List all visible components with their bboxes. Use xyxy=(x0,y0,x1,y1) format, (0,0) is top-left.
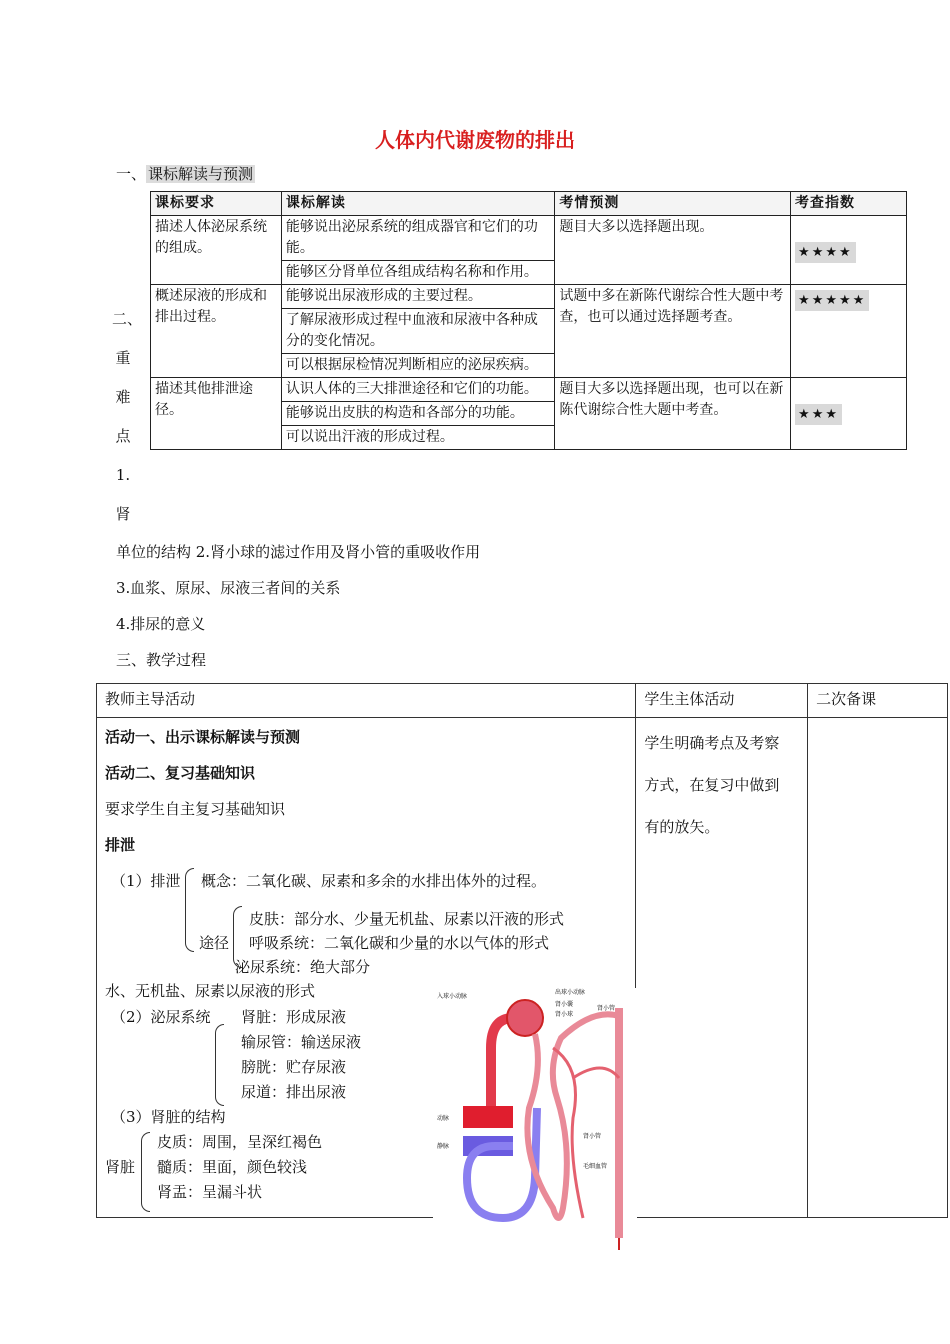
interpretation-cell: 能够说出皮肤的构造和各部分的功能。 xyxy=(281,402,555,426)
kidney-part: 皮质：周围，呈深红褐色 xyxy=(157,1133,323,1151)
notes-cell xyxy=(808,718,948,1218)
organ-item: 膀胱：贮存尿液 xyxy=(241,1058,347,1076)
forecast-cell: 题目大多以选择题出现。 xyxy=(555,216,791,285)
excretion-concept: 概念：二氧化碳、尿素和多余的水排出体外的过程。 xyxy=(201,872,547,890)
activity-1: 活动一、出示课标解读与预测 xyxy=(105,728,301,746)
side-char: 难 xyxy=(115,388,131,406)
activity-2: 活动二、复习基础知识 xyxy=(105,764,256,782)
organ-item: 尿道：排出尿液 xyxy=(241,1083,347,1101)
requirement-cell: 描述人体泌尿系统的组成。 xyxy=(151,216,282,285)
side-char: 重 xyxy=(115,349,131,367)
section-prefix: 一、 xyxy=(116,165,147,183)
key-point-line: 单位的结构 2.肾小球的滤过作用及肾小管的重吸收作用 xyxy=(116,543,481,561)
diagram-label: 动脉 xyxy=(437,1115,450,1122)
process-table xyxy=(96,683,948,1218)
proc-header-notes: 二次备课 xyxy=(808,684,948,718)
header-requirement: 课标要求 xyxy=(151,192,282,216)
requirement-cell: 描述其他排泄途径。 xyxy=(151,378,282,450)
header-index: 考查指数 xyxy=(791,192,907,216)
brace xyxy=(215,1024,224,1106)
requirement-cell: 概述尿液的形成和排出过程。 xyxy=(151,285,282,378)
side-char: 点 xyxy=(115,427,131,445)
brace xyxy=(185,868,194,952)
artery-bar xyxy=(463,1106,513,1128)
student-activity-cell xyxy=(636,718,808,1218)
index-cell xyxy=(791,285,907,378)
side-heading-vertical xyxy=(112,300,143,534)
diagram-label: 入球小动脉 xyxy=(437,993,468,1000)
side-char: 二、 xyxy=(112,310,143,328)
diagram-label: 静脉 xyxy=(437,1143,450,1150)
diagram-label: 出球小动脉 xyxy=(555,989,586,996)
route-item: 皮肤：部分水、少量无机盐、尿素以汗液的形式 xyxy=(249,910,565,928)
interpretation-cell: 了解尿液形成过程中血液和尿液中各种成分的变化情况。 xyxy=(281,309,555,354)
excretion-route-label: 途径 xyxy=(199,934,230,952)
standards-table xyxy=(150,191,907,450)
teacher-activity-cell xyxy=(97,718,636,1218)
route-item: 泌尿系统：绝大部分 xyxy=(235,958,371,976)
glomerulus xyxy=(507,1000,543,1036)
excretion-label: （1）排泄 xyxy=(111,872,181,890)
diagram-label: 肾小管 xyxy=(583,1133,602,1140)
star-rating: ★★★★★ xyxy=(795,290,869,311)
student-line: 有的放矢。 xyxy=(644,818,720,836)
interpretation-cell: 可以根据尿检情况判断相应的泌尿疾病。 xyxy=(281,354,555,378)
urinary-label: （2）泌尿系统 xyxy=(111,1008,211,1026)
key-point-line: 3.血浆、原尿、尿液三者间的关系 xyxy=(116,579,341,597)
interpretation-cell: 能够说出尿液形成的主要过程。 xyxy=(281,285,555,309)
organ-item: 肾脏：形成尿液 xyxy=(241,1008,347,1026)
nephron-diagram xyxy=(433,988,637,1250)
star-rating: ★★★ xyxy=(795,404,842,425)
page-title: 人体内代谢废物的排出 xyxy=(375,128,575,152)
kidney-part: 肾盂：呈漏斗状 xyxy=(157,1183,263,1201)
requirement-text: 要求学生自主复习基础知识 xyxy=(105,800,286,818)
forecast-cell: 题目大多以选择题出现，也可以在新陈代谢综合性大题中考查。 xyxy=(555,378,791,450)
diagram-label: 肾小囊 xyxy=(555,1001,574,1008)
kidney-structure-label: （3）肾脏的结构 xyxy=(111,1108,226,1126)
index-cell xyxy=(791,378,907,450)
header-interpretation: 课标解读 xyxy=(281,192,555,216)
index-cell xyxy=(791,216,907,285)
interpretation-cell: 认识人体的三大排泄途径和它们的功能。 xyxy=(281,378,555,402)
section-label: 课标解读与预测 xyxy=(148,165,254,183)
diagram-label: 肾小球 xyxy=(555,1011,574,1018)
forecast-cell: 试题中多在新陈代谢综合性大题中考查，也可以通过选择题考查。 xyxy=(555,285,791,378)
kidney-label: 肾脏 xyxy=(105,1158,136,1176)
header-forecast: 考情预测 xyxy=(555,192,791,216)
section-heading-1 xyxy=(116,163,255,184)
key-point-line: 4.排尿的意义 xyxy=(116,615,206,633)
organ-item: 输尿管：输送尿液 xyxy=(241,1033,362,1051)
student-line: 方式，在复习中做到 xyxy=(644,776,780,794)
diagram-label: 肾小管 xyxy=(597,1005,616,1012)
side-char: 肾 xyxy=(115,505,131,523)
student-line: 学生明确考点及考察 xyxy=(644,734,780,752)
excretion-heading: 排泄 xyxy=(105,836,136,854)
brace xyxy=(141,1132,150,1212)
kidney-part: 髓质：里面，颜色较浅 xyxy=(157,1158,308,1176)
interpretation-cell: 可以说出汗液的形成过程。 xyxy=(281,426,555,450)
diagram-label: 毛细血管 xyxy=(583,1163,608,1170)
interpretation-cell: 能够说出泌尿系统的组成器官和它们的功能。 xyxy=(281,216,555,261)
interpretation-cell: 能够区分肾单位各组成结构名称和作用。 xyxy=(281,261,555,285)
side-char: 1. xyxy=(115,466,131,484)
star-rating: ★★★★ xyxy=(795,242,856,263)
route-item: 呼吸系统：二氧化碳和少量的水以气体的形式 xyxy=(249,934,550,952)
proc-header-student: 学生主体活动 xyxy=(636,684,808,718)
proc-header-teacher: 教师主导活动 xyxy=(97,684,636,718)
route-tail: 水、无机盐、尿素以尿液的形式 xyxy=(105,982,316,1000)
section-heading-3: 三、教学过程 xyxy=(116,651,207,669)
